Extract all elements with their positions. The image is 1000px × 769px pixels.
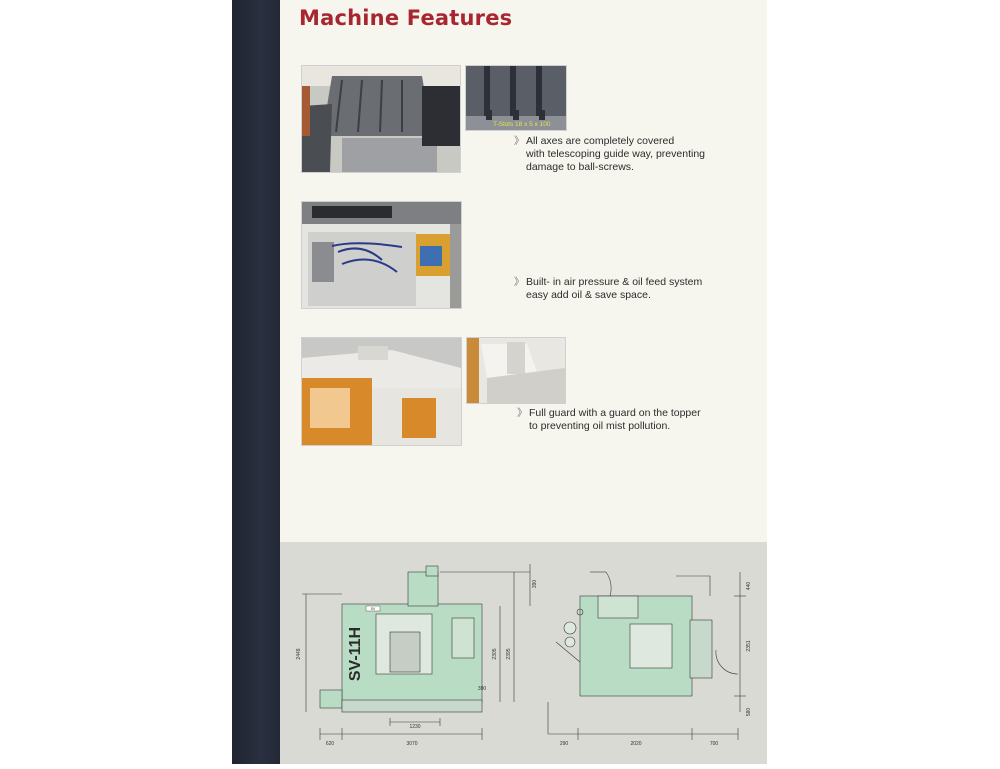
dim-overall-height: 2449 bbox=[296, 648, 302, 660]
dim-top-offset: 390 bbox=[532, 579, 538, 589]
dim-table-width: 1230 bbox=[409, 724, 421, 730]
caption-line: Built- in air pressure & oil feed system bbox=[526, 276, 703, 288]
bullet-mark: 》 bbox=[514, 136, 524, 147]
dim-left-offset: 620 bbox=[325, 741, 335, 747]
svg-text:SV-11H: SV-11H bbox=[347, 626, 364, 682]
feature-1-photo-main bbox=[301, 65, 461, 173]
feature-2-caption bbox=[514, 276, 703, 302]
caption-line: to preventing oil mist pollution. bbox=[529, 420, 671, 432]
tslot-label: T-Slots 18 x 5 x 100 bbox=[493, 121, 551, 128]
feature-3-photo-top bbox=[466, 337, 566, 404]
dim-side-bottom-right: 580 bbox=[746, 707, 752, 717]
caption-line: easy add oil & save space. bbox=[526, 289, 651, 301]
dim-side-center: 2020 bbox=[630, 741, 642, 747]
feature-2-photo bbox=[301, 201, 462, 309]
caption-line: with telescoping guide way, preventing bbox=[526, 148, 705, 160]
feature-1-photo-tslot bbox=[465, 65, 567, 131]
technical-drawing bbox=[280, 542, 767, 764]
bullet-mark: 》 bbox=[517, 408, 527, 419]
dim-base-width: 3070 bbox=[406, 741, 418, 747]
binder-spine bbox=[232, 0, 280, 764]
dim-column-height-2: 2395 bbox=[506, 648, 512, 660]
dim-column-height-1: 2305 bbox=[492, 648, 498, 660]
dim-side-height: 2351 bbox=[746, 640, 752, 652]
caption-line: All axes are completely covered bbox=[526, 135, 675, 147]
feature-1-caption bbox=[514, 135, 705, 174]
dim-side-right: 700 bbox=[709, 741, 719, 747]
dim-side-left: 290 bbox=[559, 741, 569, 747]
bullet-mark: 》 bbox=[514, 277, 524, 288]
caption-line: damage to ball-screws. bbox=[526, 161, 634, 173]
caption-line: Full guard with a guard on the topper bbox=[529, 407, 701, 419]
dimension-drawing bbox=[280, 542, 767, 764]
feature-3-photo-main bbox=[301, 337, 462, 446]
feature-3-caption bbox=[517, 407, 701, 433]
brochure-page bbox=[280, 0, 767, 764]
model-label bbox=[347, 627, 364, 681]
page-title: Machine Features bbox=[299, 6, 513, 30]
dim-side-top-right: 440 bbox=[746, 581, 752, 591]
brand-badge: SV bbox=[370, 607, 376, 612]
dim-small-label: 390 bbox=[477, 686, 487, 692]
